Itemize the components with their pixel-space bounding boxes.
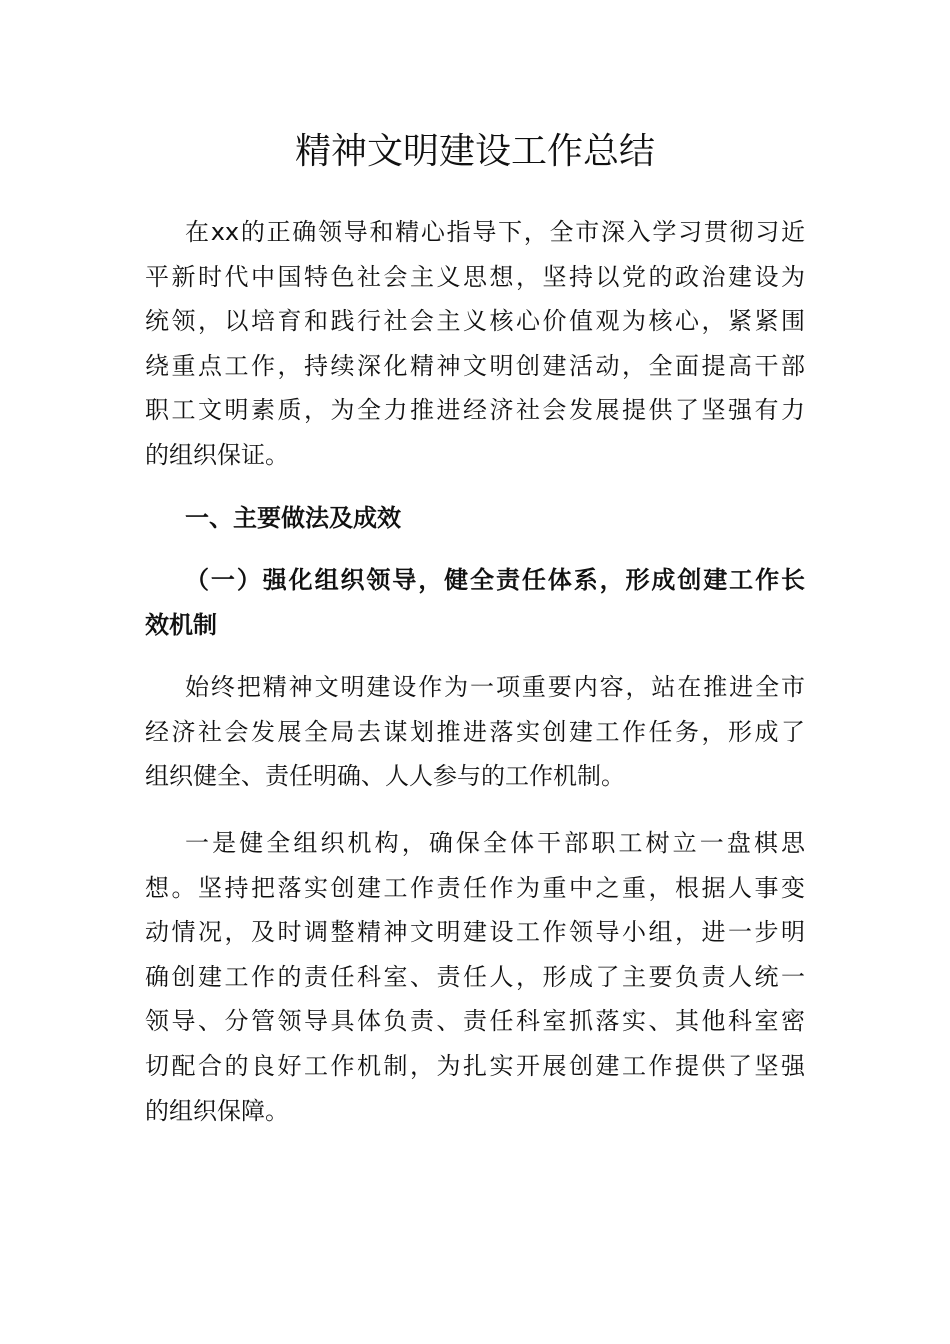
paragraph-2 — [145, 665, 805, 799]
text-line: 切配合的良好工作机制，为扎实开展创建工作提供了坚强 — [145, 1051, 805, 1080]
paragraph-intro — [145, 210, 805, 478]
text-line: 统领，以培育和践行社会主义核心价值观为核心，紧紧围 — [145, 307, 805, 336]
subsection-heading — [145, 558, 805, 647]
text-line: 职工文明素质，为全力推进经济社会发展提供了坚强有力 — [145, 396, 805, 425]
text-line: 在xx的正确领导和精心指导下，全市深入学习贯彻习近 — [185, 218, 805, 246]
text-line: 确创建工作的责任科室、责任人，形成了主要负责人统一 — [145, 962, 805, 991]
text-line: 领导、分管领导具体负责、责任科室抓落实、其他科室密 — [145, 1007, 805, 1036]
text-line: 组织健全、责任明确、人人参与的工作机制。 — [145, 762, 625, 791]
text-line: 经济社会发展全局去谋划推进落实创建工作任务，形成了 — [145, 717, 805, 746]
text-line: 始终把精神文明建设作为一项重要内容，站在推进全市 — [185, 673, 805, 701]
text-line: 平新时代中国特色社会主义思想，坚持以党的政治建设为 — [145, 262, 805, 291]
text-line: 的组织保障。 — [145, 1096, 289, 1125]
text-line: 效机制 — [145, 610, 217, 639]
section-heading: 一、主要做法及成效 — [185, 504, 401, 532]
paragraph-3 — [145, 821, 805, 1133]
text-line: （一）强化组织领导，健全责任体系，形成创建工作长 — [185, 566, 805, 594]
document-title: 精神文明建设工作总结 — [294, 131, 655, 172]
text-line: 想。坚持把落实创建工作责任作为重中之重，根据人事变 — [145, 873, 805, 902]
text-line: 的组织保证。 — [145, 440, 289, 469]
text-line: 动情况，及时调整精神文明建设工作领导小组，进一步明 — [145, 918, 805, 947]
text-line: 绕重点工作，持续深化精神文明创建活动，全面提高干部 — [145, 351, 805, 380]
text-line: 一是健全组织机构，确保全体干部职工树立一盘棋思 — [185, 829, 805, 857]
